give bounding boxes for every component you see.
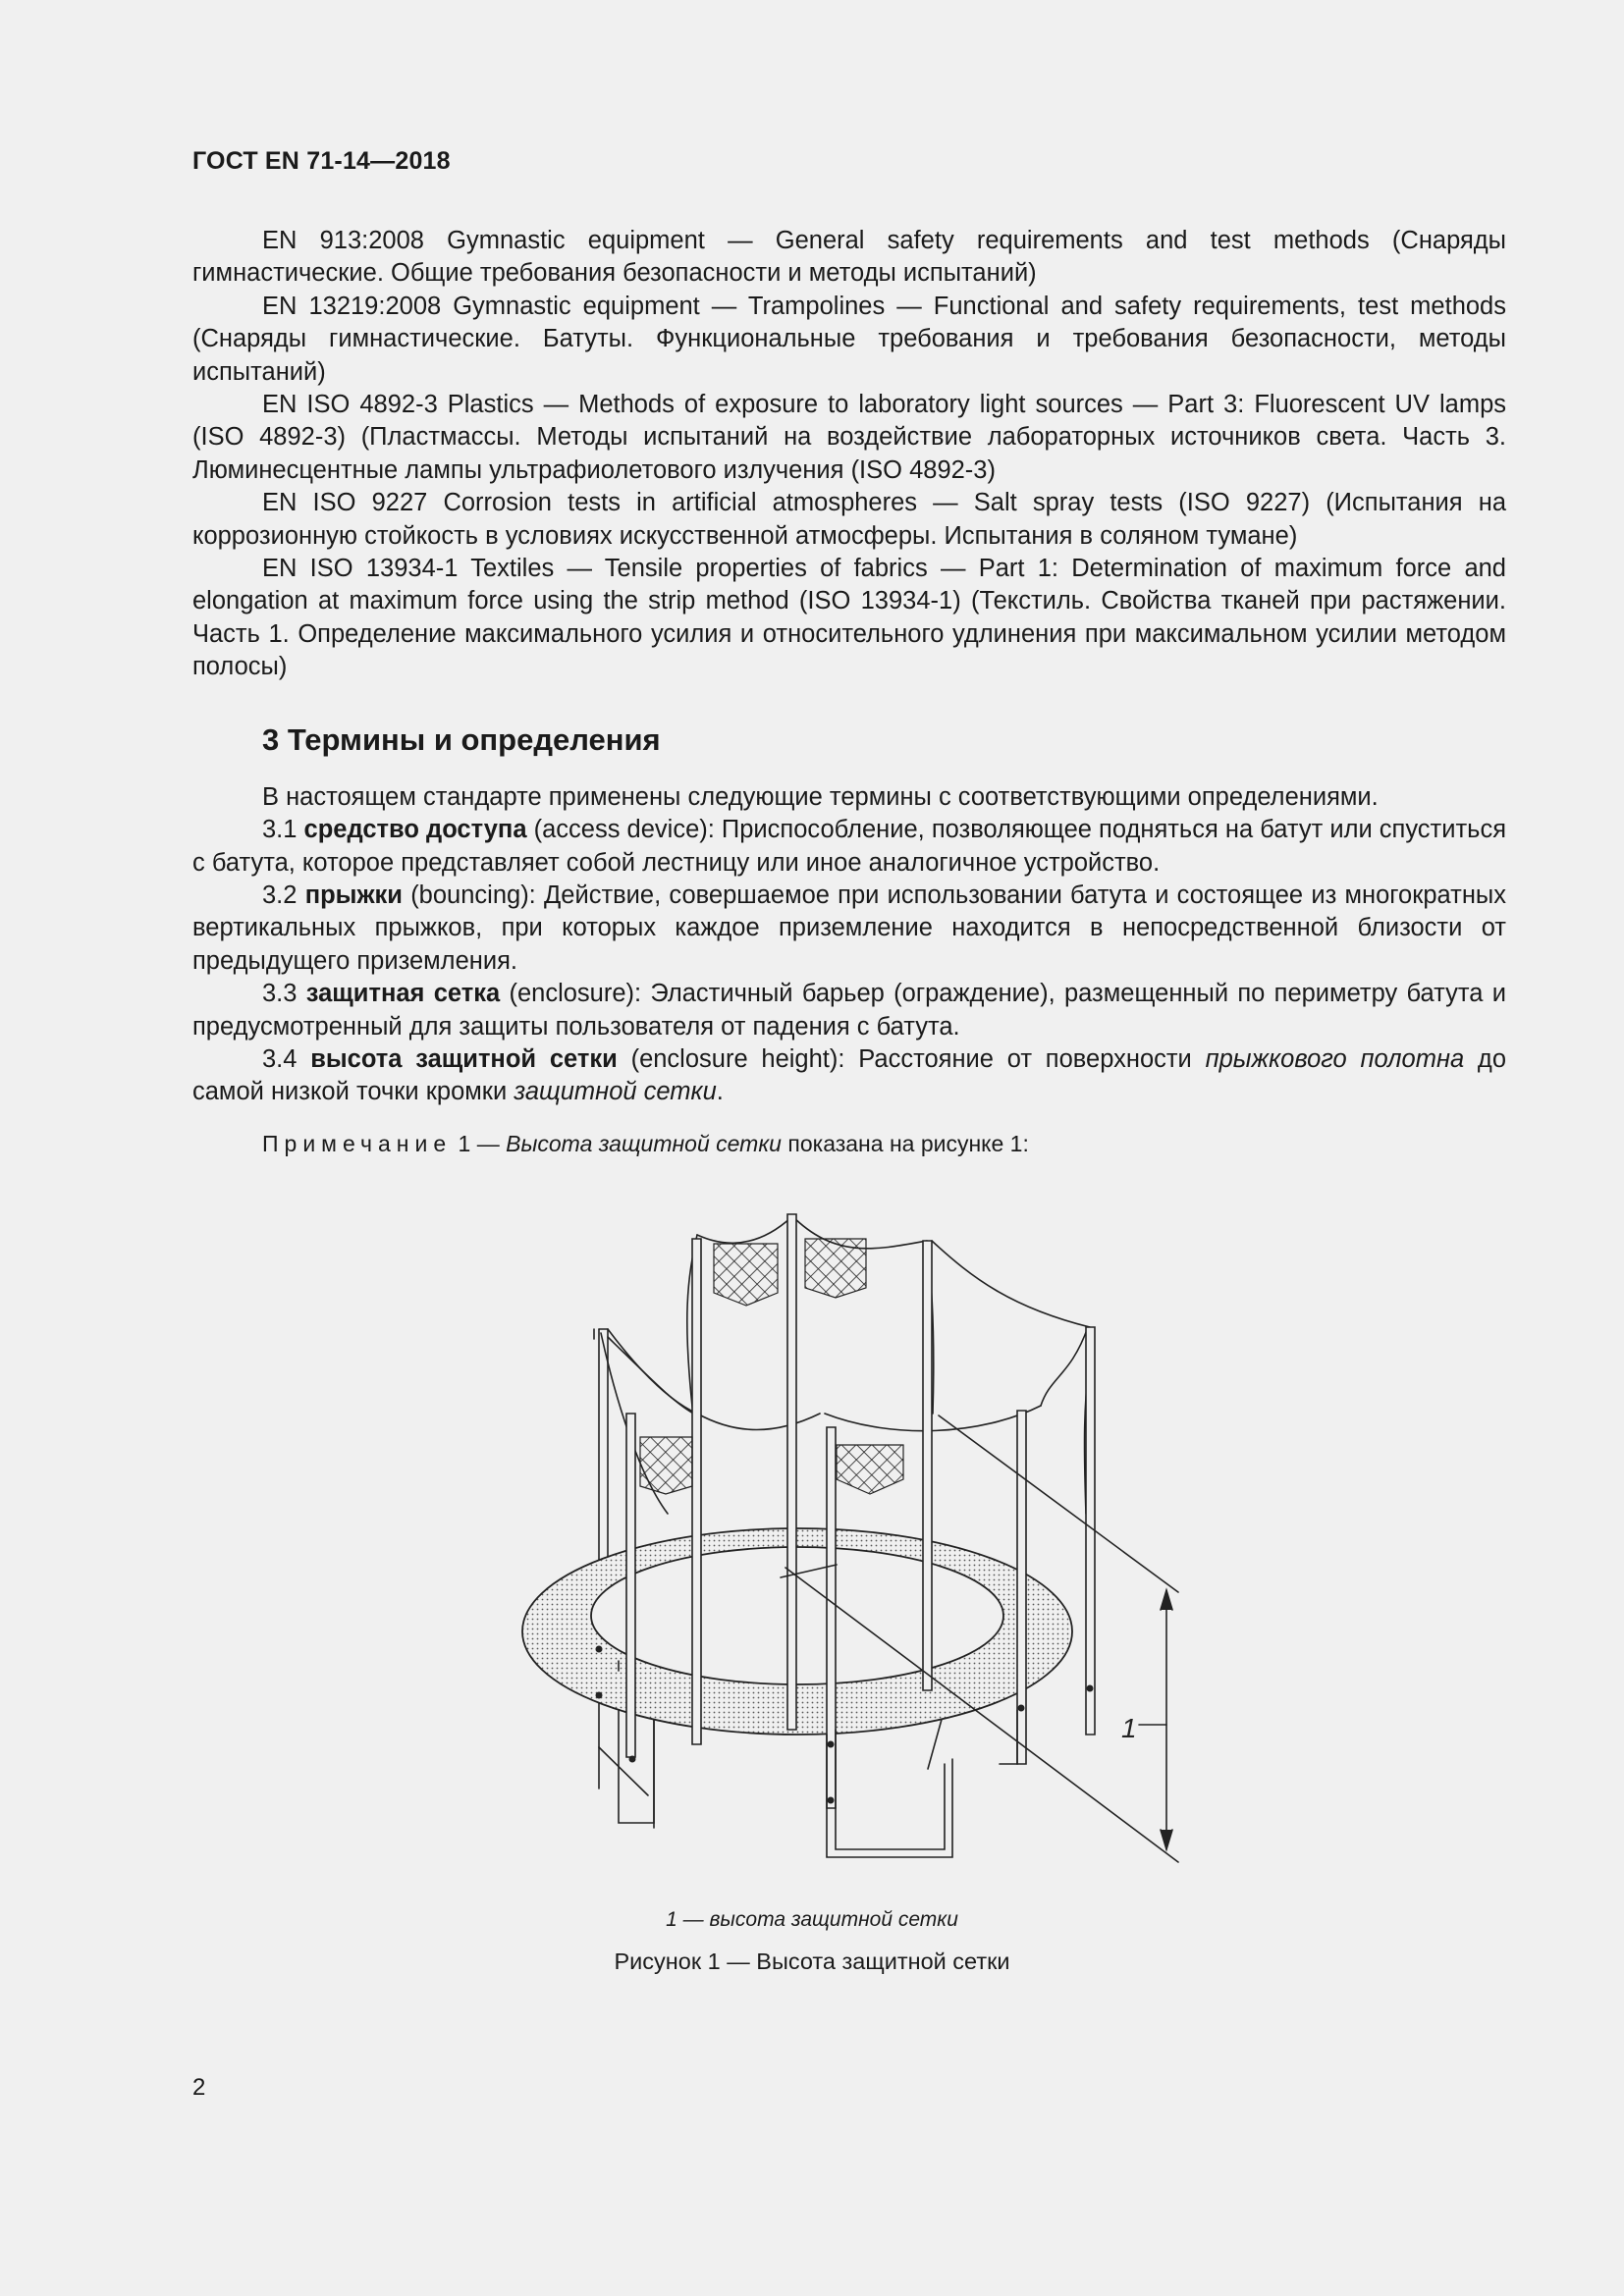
dimension-marker-label: 1 (1121, 1713, 1137, 1743)
trampoline-figure (520, 1200, 1208, 1877)
page-number: 2 (192, 2074, 206, 2101)
enclosure-pole (626, 1414, 635, 1757)
term-number: 3.2 (262, 881, 298, 909)
net-edge (1041, 1327, 1088, 1406)
net-mesh-patch (837, 1445, 903, 1494)
term-definition (192, 978, 1506, 1043)
enclosure-pole (1086, 1327, 1095, 1735)
figure-legend: 1 — высота защитной сетки (666, 1908, 958, 1931)
document-header: ГОСТ EN 71-14—2018 (192, 147, 451, 175)
net-edge (932, 1241, 1090, 1327)
section-intro: В настоящем стандарте применены следующие термины с соответствующими определениями. (262, 782, 1379, 811)
document-body (192, 225, 1506, 1160)
net-mesh-patch (805, 1239, 866, 1298)
term-definition (192, 880, 1506, 978)
term-number: 3.3 (262, 980, 298, 1008)
dimension-arrow (1161, 1590, 1172, 1610)
spacer (192, 1109, 1506, 1128)
enclosure-pole (692, 1239, 701, 1744)
reference-item: EN ISO 4892-3 Plastics — Methods of exposure to laboratory light sources — Part 3: Fluorescent UV lamps (ISO 4892-3) (Пластмассы. Методы испытаний на воздействие лабораторных источников света. Часть 3. Люминесцентные лампы ультрафиолетового излучения (ISO 4892-3) (192, 391, 1506, 484)
section-title: 3 Термины и определения (262, 721, 661, 757)
net-mesh-patch (640, 1437, 692, 1494)
term-text: (enclosure height): Расстояние от поверхности (617, 1044, 1206, 1073)
term-name: защитная сетка (305, 980, 501, 1008)
enclosure-pole (923, 1241, 932, 1690)
term-name: средство доступа (303, 816, 527, 844)
note-emphasis: Высота защитной сетки (506, 1130, 782, 1156)
term-emphasis: защитной сетки (514, 1078, 717, 1106)
term-text: (enclosure): Эластичный барьер (ограждение), размещенный по периметру батута и предусмотренный для защиты пользователя от падения с батута. (192, 980, 1506, 1041)
note-label: Примечание (262, 1130, 453, 1156)
dimension-arrow (1161, 1830, 1172, 1849)
net-edge (697, 1414, 820, 1430)
term-name: прыжки (304, 881, 403, 909)
net-mesh-patch (714, 1244, 778, 1306)
figure-caption: Рисунок 1 — Высота защитной сетки (614, 1949, 1010, 1974)
enclosure-pole (827, 1427, 836, 1808)
note-text: показана на рисунке 1: (781, 1130, 1029, 1156)
reference-item: EN ISO 9227 Corrosion tests in artificial atmospheres — Salt spray tests (ISO 9227) (Испытания на коррозионную стойкость в условиях искусственной атмосферы. Испытания в соляном тумане) (192, 489, 1506, 550)
term-definition (192, 1043, 1506, 1109)
term-text: . (716, 1078, 724, 1106)
reference-item: EN ISO 13934-1 Textiles — Tensile properties of fabrics — Part 1: Determination of maximum force and elongation at maximum force using the strip method (ISO 13934-1) (Текстиль. Свойства тканей при растяжении. Часть 1. Определение максимального усилия и относительного удлинения при максимальном усилии методом полосы) (192, 555, 1506, 681)
jumping-mat (591, 1547, 1003, 1684)
note-number: 1 — (452, 1130, 507, 1156)
trampoline-leg (827, 1735, 952, 1857)
term-definition (192, 814, 1506, 880)
reference-item: EN 13219:2008 Gymnastic equipment — Trampolines — Functional and safety requirements, test methods (Снаряды гимнастические. Батуты. Функциональные требования и требования безопасности, методы испытаний) (192, 292, 1506, 386)
net-edge (608, 1329, 697, 1414)
term-text: (access device): Приспособление, позволяющее подняться на батут или спуститься с батута, которое представляет собой лестницу или иное аналогичное устройство. (192, 816, 1507, 877)
reference-item: EN 913:2008 Gymnastic equipment — General safety requirements and test methods (Снаряды гимнастические. Общие требования безопасности и методы испытаний) (192, 227, 1506, 288)
term-text: до самой низкой точки кромки (192, 1044, 1506, 1106)
term-number: 3.1 (262, 816, 298, 844)
term-emphasis: прыжкового полотна (1205, 1044, 1465, 1073)
term-number: 3.4 (262, 1044, 298, 1073)
net-edge (697, 1217, 791, 1243)
term-text: (bouncing): Действие, совершаемое при использовании батута и состоящее из многократных вертикальных прыжков, при которых каждое приземление находится в непосредственной близости от предыдущего приземления. (192, 881, 1506, 975)
note (192, 1128, 1506, 1160)
term-name: высота защитной сетки (310, 1044, 618, 1073)
enclosure-pole (787, 1214, 796, 1730)
